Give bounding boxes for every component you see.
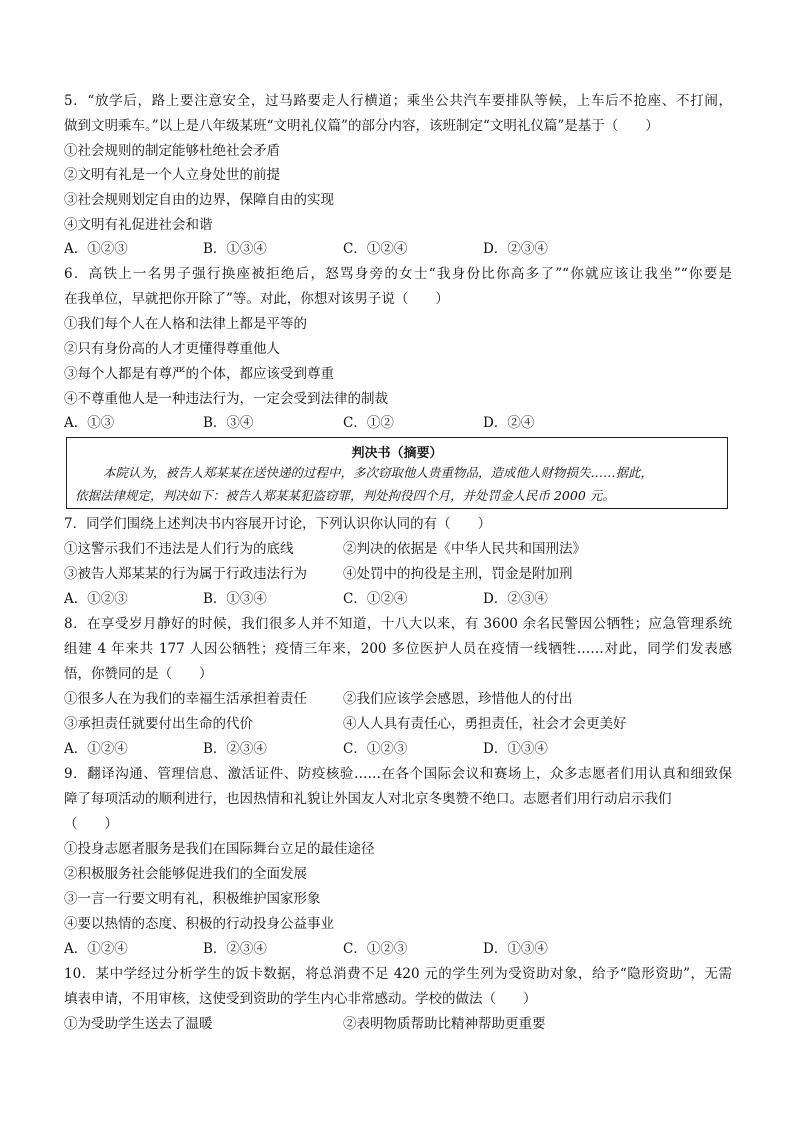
q5-item-3: ③社会规则划定自由的边界，保障自由的实现 [64, 192, 334, 208]
q8-stem-line-2: 组建 4 年来共 177 人因公牺牲；疫情三年来，200 多位医护人员在疫情一线牺牲……对此，同学们发表感 [64, 641, 732, 657]
q6-choice-a: A．①③ [64, 415, 115, 431]
q6-choice-b: B．③④ [203, 415, 254, 431]
q8-stem-line-3: 悟，你赞同的是（ ） [64, 666, 213, 682]
verdict-box [66, 437, 728, 509]
q10-stem-line-2: 填表申请，不用审核，这使受到资助的学生内心非常感动。学校的做法（ ） [64, 991, 537, 1007]
q8-choice-c: C．①②③ [343, 741, 408, 757]
q8-item-4: ④人人具有责任心，勇担责任，社会才会更美好 [343, 716, 627, 732]
q9-choice-b: B．②③④ [203, 941, 267, 957]
q8-item-2: ②我们应该学会感恩，珍惜他人的付出 [343, 691, 573, 707]
q9-choice-a: A．①②④ [64, 941, 128, 957]
q8-choice-d: D．①③④ [483, 741, 548, 757]
q6-choice-d: D．②④ [483, 415, 535, 431]
q9-item-3: ③一言一行要文明有礼，积极维护国家形象 [64, 891, 321, 907]
q7-choice-c: C．①②④ [343, 591, 408, 607]
q5-choice-c: C．①②④ [343, 241, 408, 257]
q8-item-1: ①很多人在为我们的幸福生活承担着责任 [64, 691, 307, 707]
q5-choice-b: B．①③④ [203, 241, 267, 257]
q5-stem-line-2: 做到文明乘车。”以上是八年级某班“文明礼仪篇”的部分内容，该班制定“文明礼仪篇”是基于（ ） [64, 118, 659, 134]
q6-item-4: ④不尊重他人是一种违法行为，一定会受到法律的制裁 [64, 391, 388, 407]
q7-item-3: ③被告人郑某某的行为属于行政违法行为 [64, 566, 307, 582]
q8-stem-line-1: 8．在享受岁月静好的时候，我们很多人并不知道，十八大以来，有 3600 余名民警因公牺牲；应急管理系统 [64, 616, 732, 632]
q7-stem-line-1: 7．同学们围绕上述判决书内容展开讨论，下列认识你认同的有（ ） [64, 516, 492, 532]
q9-stem-line-3: （ ） [64, 816, 118, 832]
q5-choice-d: D．②③④ [483, 241, 548, 257]
q10-item-1: ①为受助学生送去了温暖 [64, 1016, 213, 1032]
q7-choice-b: B．①③④ [203, 591, 267, 607]
q8-choice-a: A．①②④ [64, 741, 128, 757]
q9-item-2: ②积极服务社会能够促进我们的全面发展 [64, 866, 307, 882]
verdict-title: 判决书（摘要） [351, 446, 443, 461]
q5-choice-a: A．①②③ [64, 241, 128, 257]
q9-item-4: ④要以热情的态度、积极的行动投身公益事业 [64, 916, 334, 932]
q9-stem-line-2: 障了每项活动的顺利进行，也因热情和礼貌让外国友人对北京冬奥赞不绝口。志愿者们用行动启示我们 [64, 791, 672, 807]
q7-item-4: ④处罚中的拘役是主刑，罚金是附加刑 [343, 566, 573, 582]
q9-item-1: ①投身志愿者服务是我们在国际舞台立足的最佳途径 [64, 841, 375, 857]
q6-item-2: ②只有身份高的人才更懂得尊重他人 [64, 341, 280, 357]
q7-item-2: ②判决的依据是《中华人民共和国刑法》 [343, 541, 586, 557]
q10-stem-line-1: 10．某中学经过分析学生的饭卡数据，将总消费不足 420 元的学生列为受资助对象，给予“隐形资助”，无需 [64, 966, 732, 982]
q7-choice-a: A．①②③ [64, 591, 128, 607]
q6-stem-line-1: 6．高铁上一名男子强行换座被拒绝后，怒骂身旁的女士“我身份比你高多了”“你就应该让我坐”“你要是 [64, 266, 732, 282]
q5-item-1: ①社会规则的制定能够杜绝社会矛盾 [64, 143, 280, 159]
verdict-line-2: 依据法律规定，判决如下：被告人郑某某犯盗窃罪，判处拘役四个月，并处罚金人民币 2000 元。 [75, 488, 615, 503]
q7-choice-d: D．②③④ [483, 591, 548, 607]
q8-choice-b: B．②③④ [203, 741, 267, 757]
q5-stem-line-1: 5．“放学后，路上要注意安全，过马路要走人行横道；乘坐公共汽车要排队等候，上车后不抢座、不打闹， [64, 93, 732, 109]
q5-item-4: ④文明有礼促进社会和谐 [64, 217, 213, 233]
q7-item-1: ①这警示我们不违法是人们行为的底线 [64, 541, 294, 557]
q9-choice-c: C．①②③ [343, 941, 408, 957]
q9-stem-line-1: 9．翻译沟通、管理信息、激活证件、防疫核验……在各个国际会议和赛场上，众多志愿者们用认真和细致保 [64, 766, 732, 782]
q9-choice-d: D．①③④ [483, 941, 548, 957]
q10-item-2: ②表明物质帮助比精神帮助更重要 [343, 1016, 546, 1032]
q6-item-3: ③每个人都是有尊严的个体，都应该受到尊重 [64, 366, 334, 382]
q6-item-1: ①我们每个人在人格和法律上都是平等的 [64, 316, 307, 332]
verdict-line-1: 本院认为，被告人郑某某在送快递的过程中，多次窃取他人贵重物品，造成他人财物损失……据此， [103, 465, 654, 480]
q5-item-2: ②文明有礼是一个人立身处世的前提 [64, 167, 280, 183]
q8-item-3: ③承担责任就要付出生命的代价 [64, 716, 253, 732]
q6-stem-line-2: 在我单位，早就把你开除了”等。对此，你想对该男子说（ ） [64, 291, 449, 307]
q6-choice-c: C．①② [343, 415, 394, 431]
